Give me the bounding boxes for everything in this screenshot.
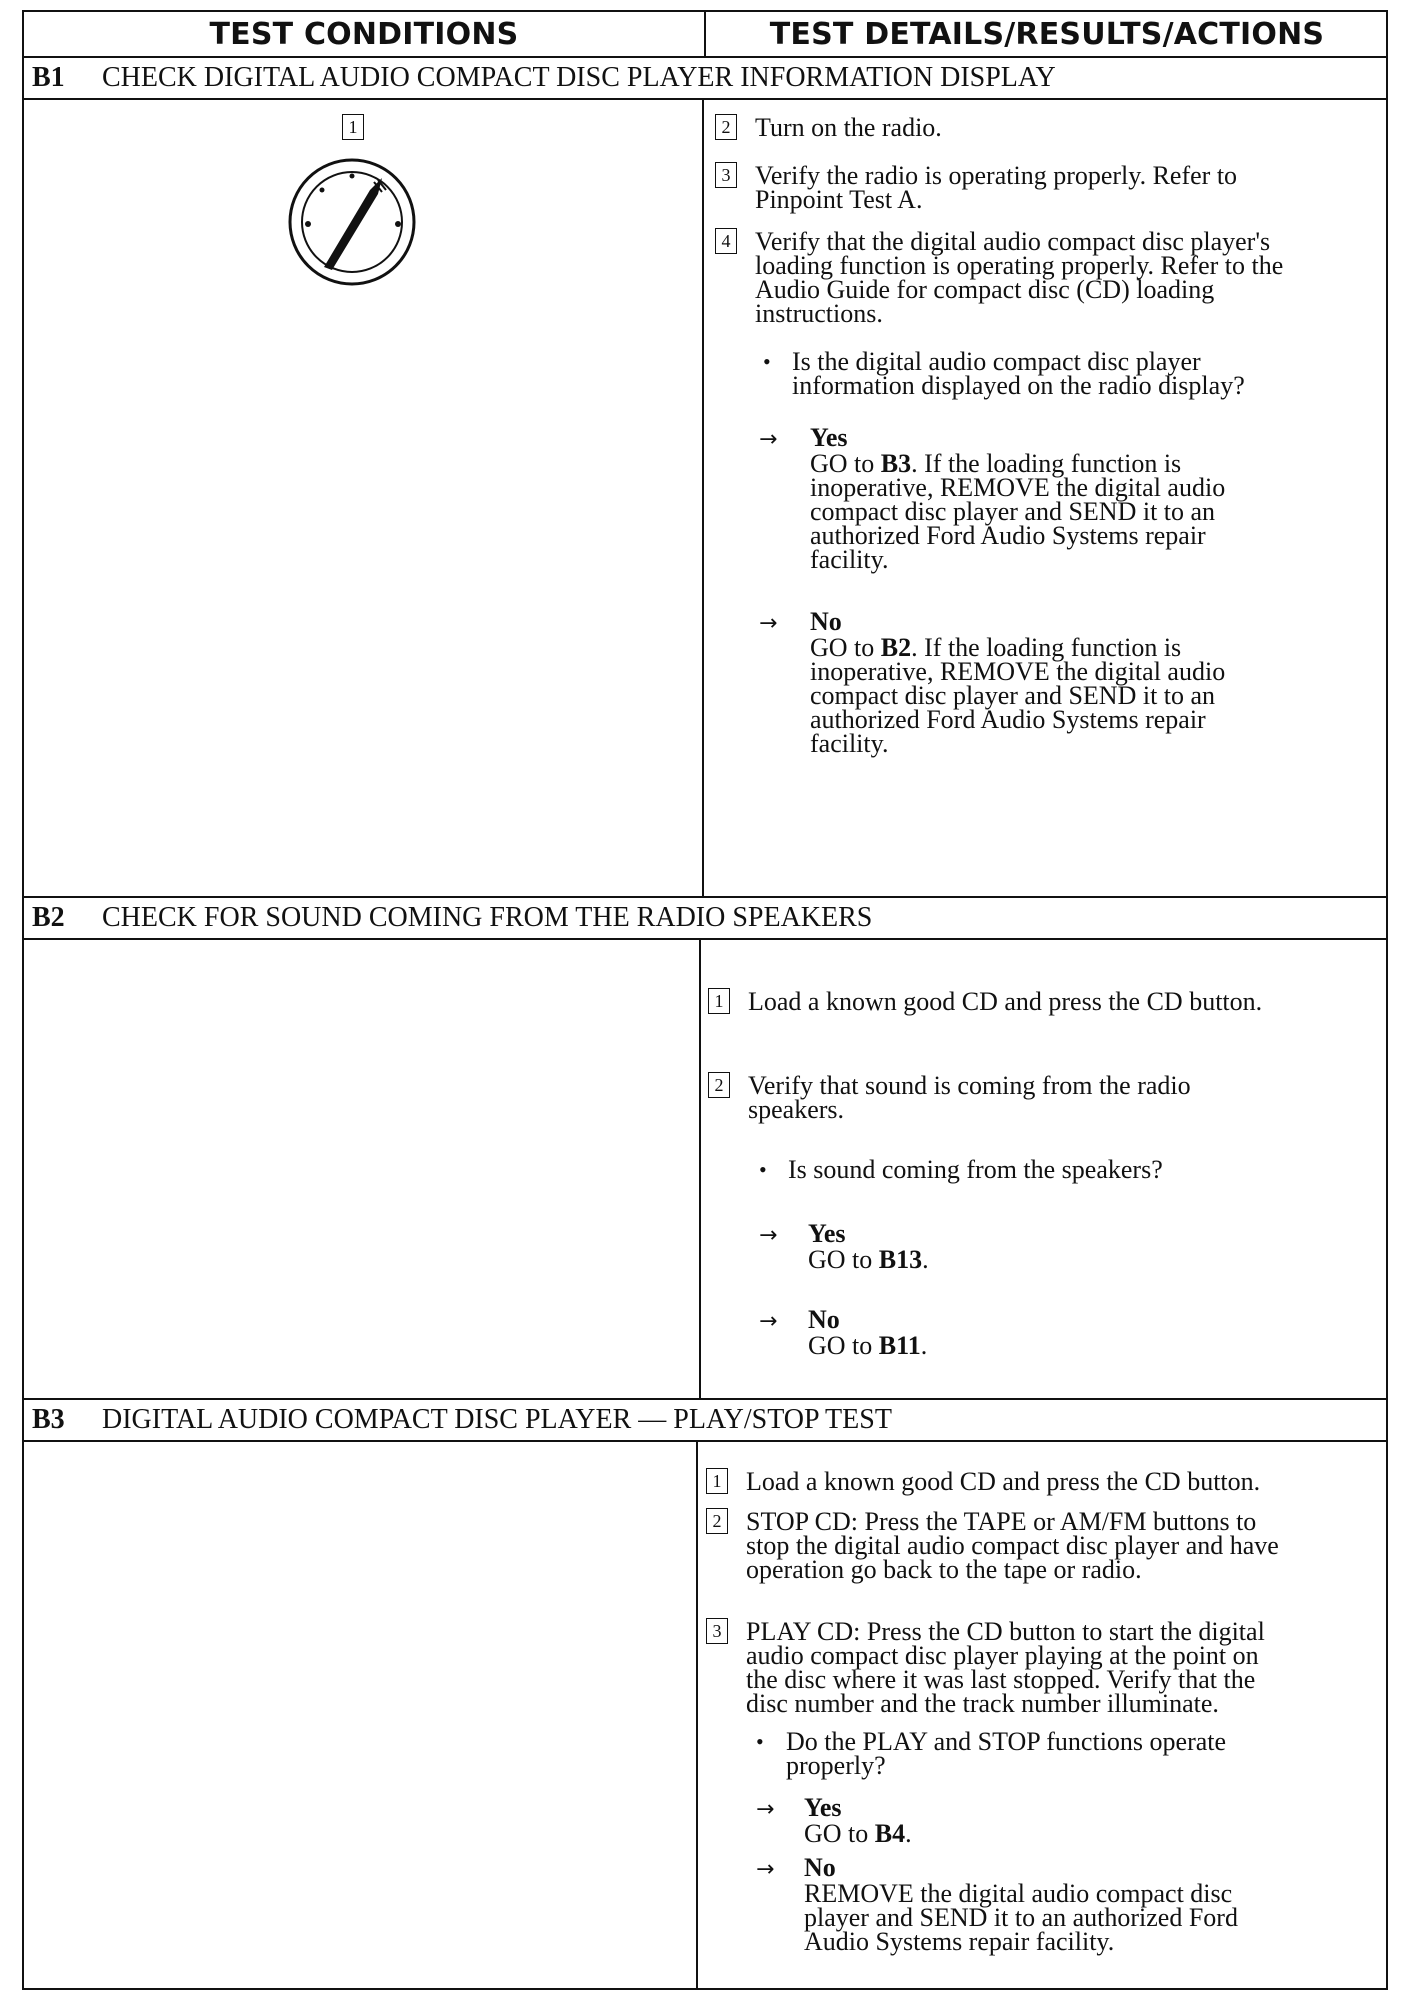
step-number: 2 (706, 1508, 728, 1534)
rule (24, 98, 1386, 100)
step-number: 3 (715, 162, 737, 188)
bullet: • (759, 1157, 767, 1182)
header-divider (704, 12, 706, 56)
yes-result (804, 1819, 912, 1848)
section-id: B3 (32, 1404, 65, 1435)
step-text: Verify that sound is coming from the radio speakers. (748, 1071, 1191, 1124)
yes-label: Yes (808, 1219, 846, 1248)
section-title: CHECK FOR SOUND COMING FROM THE RADIO SPEAKERS (102, 902, 873, 933)
diagnostic-table (22, 10, 1388, 1990)
yes-result (810, 449, 1226, 574)
result-text: . If the loading function is inoperative, REMOVE the digital audio compact disc player and SEND it to an authorized Ford Audio Systems repair facility. (810, 449, 1226, 574)
yes-result (808, 1245, 929, 1274)
goto-text: GO to (810, 449, 875, 478)
yes-label: Yes (804, 1793, 842, 1822)
step-text: Turn on the radio. (755, 113, 942, 142)
no-result (808, 1331, 928, 1360)
question-text: Is the digital audio compact disc player information displayed on the radio display? (792, 347, 1245, 400)
column-divider (702, 100, 704, 896)
step-text: Load a known good CD and press the CD button. (746, 1467, 1261, 1496)
step-number: 4 (715, 228, 737, 254)
goto-ref: B4 (874, 1819, 906, 1848)
goto-ref: B2 (880, 633, 912, 662)
step-number: 3 (706, 1618, 728, 1644)
right-arrow-icon: → (759, 1309, 778, 1334)
step-text: STOP CD: Press the TAPE or AM/FM buttons to stop the digital audio compact disc player and have operation go back to the tape or radio. (746, 1507, 1279, 1584)
rule (24, 938, 1386, 940)
right-arrow-icon: → (756, 1797, 775, 1822)
goto-text: GO to (808, 1245, 873, 1274)
no-label: No (808, 1305, 840, 1334)
question-text: Is sound coming from the speakers? (788, 1155, 1163, 1184)
goto-ref: B11 (878, 1331, 921, 1360)
question-text: Do the PLAY and STOP functions operate properly? (786, 1727, 1227, 1780)
header-test-conditions: TEST CONDITIONS (209, 16, 519, 52)
result-text: . (905, 1819, 912, 1848)
no-label: No (804, 1853, 836, 1882)
section-title: DIGITAL AUDIO COMPACT DISC PLAYER — PLAY/STOP TEST (102, 1404, 892, 1435)
section-header-b1 (24, 58, 1386, 98)
step-number: 2 (715, 114, 737, 140)
step-text: Verify the radio is operating properly. Refer to Pinpoint Test A. (755, 161, 1238, 214)
right-arrow-icon: → (759, 427, 778, 452)
right-arrow-icon: → (759, 1223, 778, 1248)
goto-text: GO to (804, 1819, 869, 1848)
goto-text: GO to (810, 633, 875, 662)
column-divider (696, 1442, 698, 1990)
bullet: • (756, 1729, 764, 1754)
right-arrow-icon: → (756, 1857, 775, 1882)
section-header-b3 (24, 1400, 1386, 1440)
step-text: Verify that the digital audio compact disc player's loading function is operating properly. Refer to the Audio Guide for compact disc (CD) loading instructions. (755, 227, 1284, 328)
header-test-details: TEST DETAILS/RESULTS/ACTIONS (769, 16, 1325, 52)
bullet: • (763, 349, 771, 374)
goto-ref: B13 (878, 1245, 923, 1274)
no-result (810, 633, 1226, 758)
result-text: . If the loading function is inoperative, REMOVE the digital audio compact disc player and SEND it to an authorized Ford Audio Systems repair facility. (810, 633, 1226, 758)
ignition-switch-icon (282, 152, 422, 292)
step-number: 2 (708, 1072, 730, 1098)
section-id: B2 (32, 902, 65, 933)
goto-ref: B3 (880, 449, 912, 478)
step-number: 1 (706, 1468, 728, 1494)
result-text: . (920, 1331, 928, 1360)
step-number: 1 (708, 988, 730, 1014)
no-label: No (810, 607, 842, 636)
step-text: Load a known good CD and press the CD button. (748, 987, 1263, 1016)
rule (24, 1440, 1386, 1442)
goto-text: GO to (808, 1331, 873, 1360)
step-text: PLAY CD: Press the CD button to start the digital audio compact disc player playing at the point on the disc where it was last stopped. Verify that the disc number and the track number illuminate. (746, 1617, 1265, 1718)
column-divider (699, 940, 701, 1398)
yes-label: Yes (810, 423, 848, 452)
no-result: REMOVE the digital audio compact disc player and SEND it to an authorized Ford Audio Systems repair facility. (804, 1879, 1238, 1956)
right-arrow-icon: → (759, 611, 778, 636)
section-title: CHECK DIGITAL AUDIO COMPACT DISC PLAYER INFORMATION DISPLAY (102, 62, 1056, 93)
section-id: B1 (32, 62, 65, 93)
step-number: 1 (342, 114, 364, 140)
section-header-b2 (24, 898, 1386, 938)
result-text: . (922, 1245, 929, 1274)
